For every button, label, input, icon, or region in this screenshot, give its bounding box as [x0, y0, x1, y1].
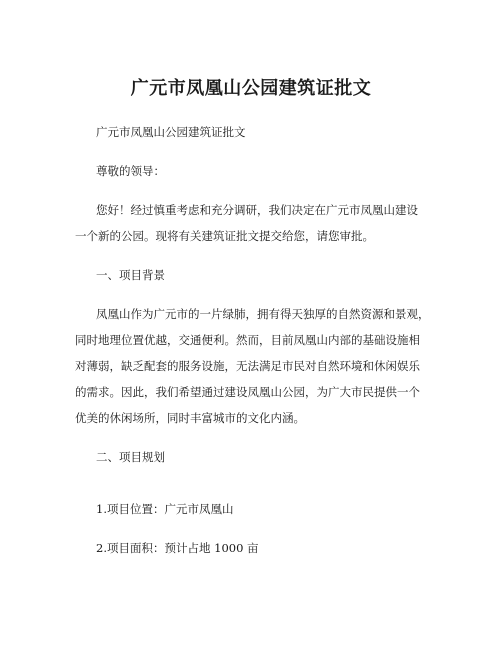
background-line-4: 的需求。因此，我们希望通过建设凤凰山公园，为广大市民提供一个	[75, 385, 420, 399]
document-subtitle: 广元市凤凰山公园建筑证批文	[96, 125, 246, 139]
background-line-5: 优美的休闲场所，同时丰富城市的文化内涵。	[75, 411, 305, 425]
intro-line-1: 您好！经过慎重考虑和充分调研，我们决定在广元市凤凰山建设	[96, 203, 418, 217]
intro-line-2: 一个新的公园。现将有关建筑证批文提交给您，请您审批。	[75, 229, 374, 243]
section-heading-planning: 二、项目规划	[96, 450, 165, 464]
planning-item-area: 2.项目面积：预计占地 1000 亩	[96, 541, 259, 555]
background-line-3: 对薄弱，缺乏配套的服务设施，无法满足市民对自然环境和休闲娱乐	[75, 359, 420, 373]
background-line-1: 凤凰山作为广元市的一片绿肺，拥有得天独厚的自然资源和景观，	[96, 307, 430, 321]
planning-item-location: 1.项目位置：广元市凤凰山	[96, 502, 234, 516]
document-title: 广元市凤凰山公园建筑证批文	[130, 78, 372, 99]
section-heading-background: 一、项目背景	[96, 268, 165, 282]
salutation: 尊敬的领导：	[96, 164, 165, 178]
background-line-2: 同时地理位置优越，交通便利。然而，目前凤凰山内部的基础设施相	[75, 333, 420, 347]
